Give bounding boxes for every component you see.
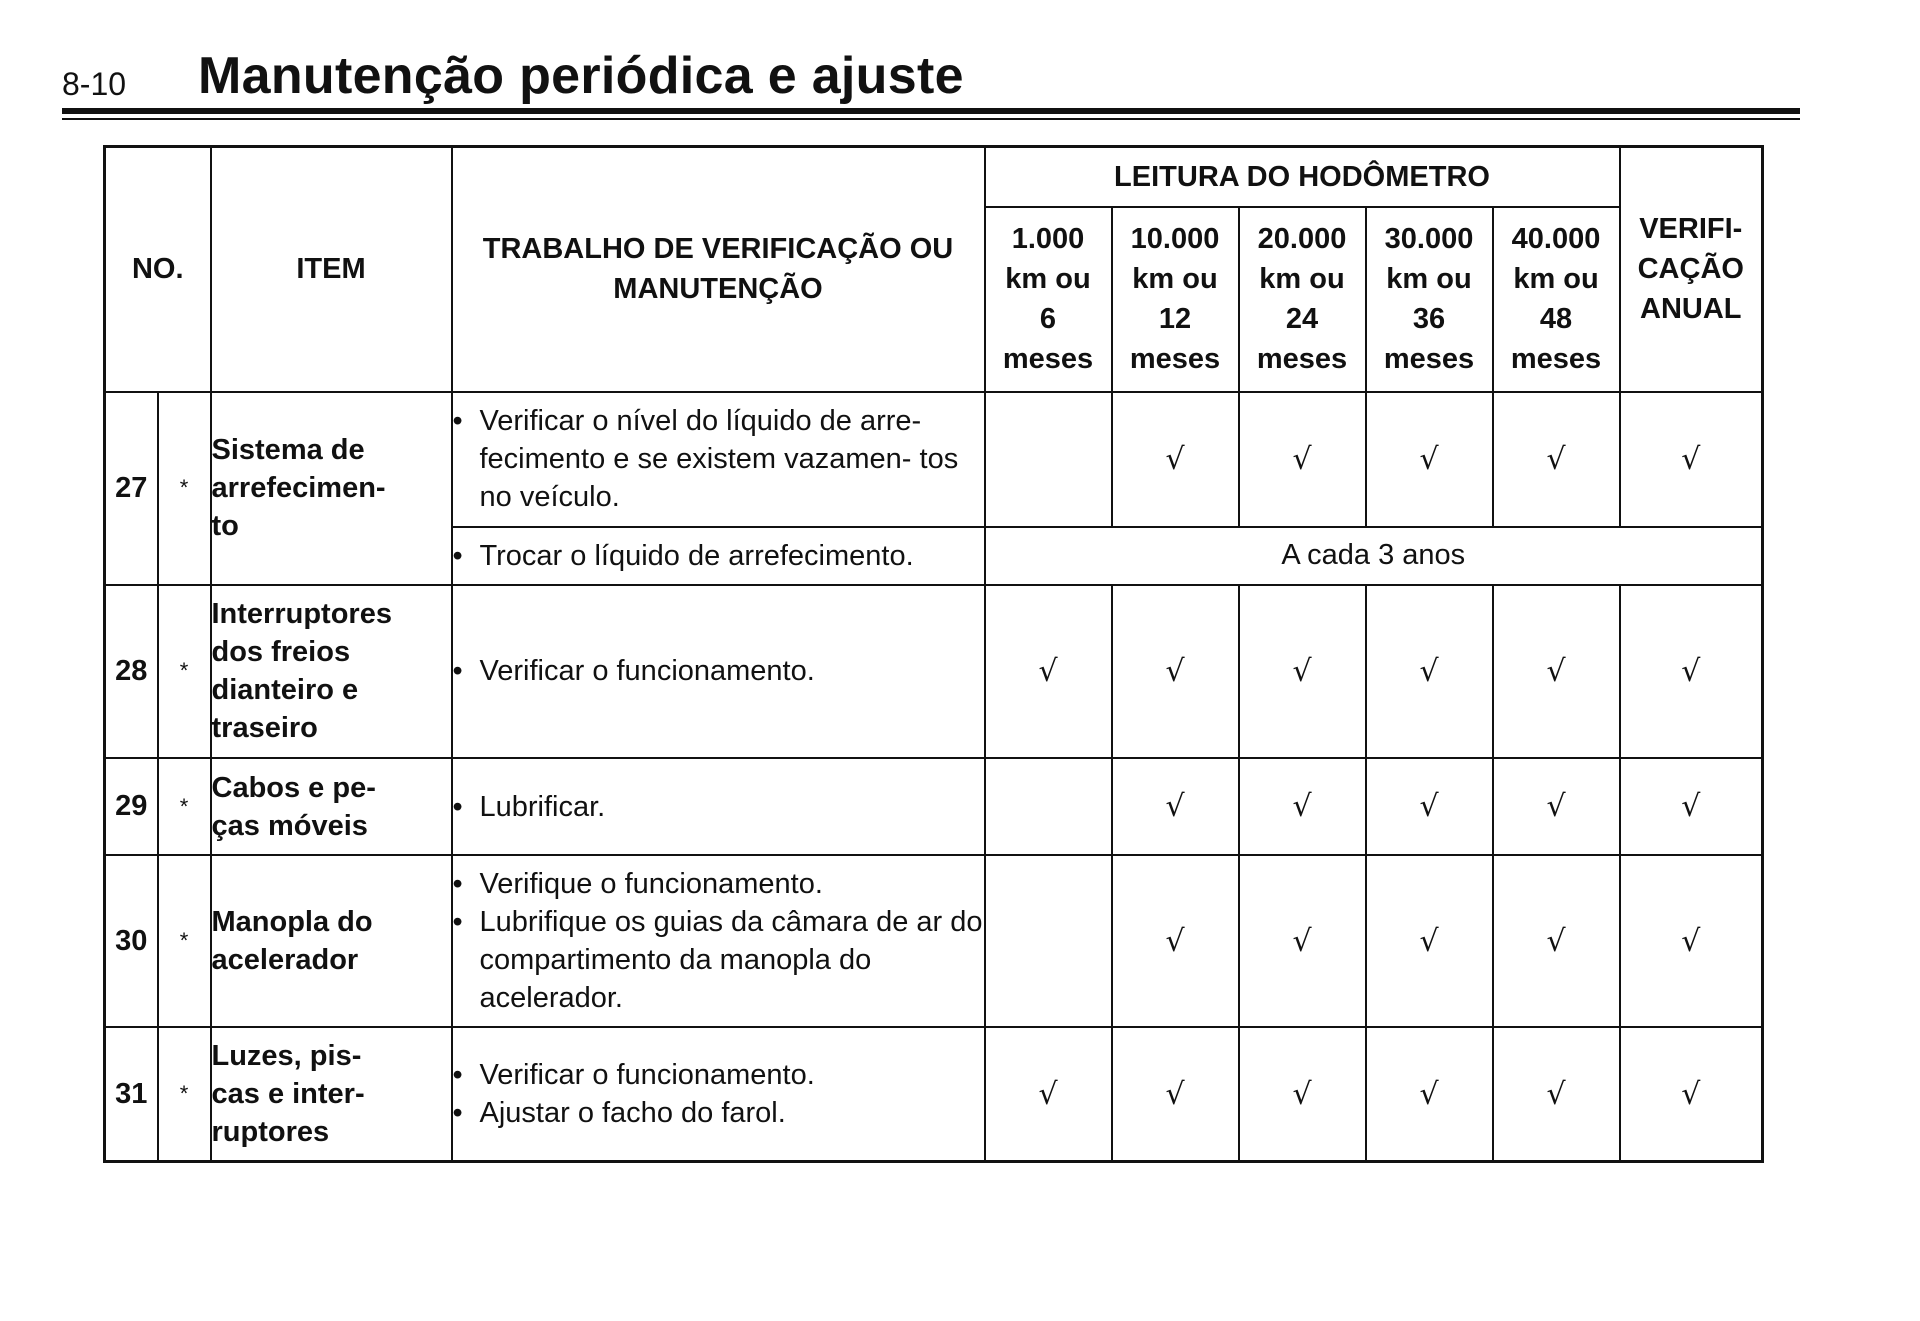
schedule-body <box>105 147 1763 1162</box>
work-cell <box>452 585 985 758</box>
odometer-col-header <box>1112 207 1239 392</box>
check-mark: √ <box>1620 855 1763 1027</box>
check-mark: √ <box>1366 585 1493 758</box>
text-line: Cabos e pe- <box>211 771 376 804</box>
item-name <box>211 1027 452 1161</box>
task-item: • Verifique o funcionamento. <box>453 865 984 903</box>
work-cell <box>452 758 985 855</box>
check-mark: √ <box>1620 392 1763 527</box>
interval-note: A cada 3 anos <box>985 527 1763 585</box>
work-cell <box>452 855 985 1027</box>
work-cell <box>452 527 985 585</box>
text-line: km ou <box>1005 263 1091 296</box>
check-mark: √ <box>1366 1027 1493 1161</box>
odometer-col-header <box>985 207 1112 392</box>
work-cell <box>452 1027 985 1161</box>
work-cell <box>452 392 985 527</box>
text-line: 40.000 <box>1511 223 1601 256</box>
text-line: 10.000 <box>1130 223 1220 256</box>
text-line: km ou <box>1259 263 1345 296</box>
text-line: Interruptores <box>211 598 392 631</box>
page-title: Manutenção periódica e ajuste <box>198 47 964 105</box>
item-name <box>211 585 452 758</box>
task-item: • Verificar o funcionamento. <box>453 1056 984 1094</box>
check-mark: √ <box>1493 585 1620 758</box>
check-mark: √ <box>1493 1027 1620 1161</box>
text-line: meses <box>1002 343 1094 376</box>
check-mark: √ <box>1366 855 1493 1027</box>
check-mark: √ <box>985 585 1112 758</box>
check-mark: √ <box>1239 758 1366 855</box>
odometer-col-header <box>1239 207 1366 392</box>
row-marker: * <box>158 1027 211 1161</box>
check-mark: √ <box>1493 392 1620 527</box>
task-item: • Lubrificar. <box>453 788 984 826</box>
text-line: 30.000 <box>1384 223 1474 256</box>
check-mark: √ <box>985 1027 1112 1161</box>
check-mark: √ <box>1493 758 1620 855</box>
data-row <box>105 758 1763 855</box>
task-list <box>453 402 984 516</box>
text-line: ruptores <box>211 1116 330 1149</box>
check-mark: √ <box>1239 855 1366 1027</box>
text-line: dianteiro e <box>211 674 359 707</box>
text-line: km ou <box>1132 263 1218 296</box>
text-line: traseiro <box>211 712 318 745</box>
text-line: meses <box>1510 343 1602 376</box>
item-name <box>211 392 452 585</box>
row-number: 29 <box>105 758 158 855</box>
annual-line: ANUAL <box>1640 293 1742 326</box>
row-number: 30 <box>105 855 158 1027</box>
check-mark: √ <box>1366 392 1493 527</box>
text-line: to <box>211 510 239 543</box>
task-item: • Ajustar o facho do farol. <box>453 1094 984 1132</box>
check-mark: √ <box>1620 758 1763 855</box>
data-row <box>105 392 1763 527</box>
row-marker: * <box>158 585 211 758</box>
check-mark: √ <box>1112 392 1239 527</box>
task-item: • Verificar o funcionamento. <box>453 652 984 690</box>
row-number: 28 <box>105 585 158 758</box>
item-name <box>211 855 452 1027</box>
col-work-header: TRABALHO DE VERIFICAÇÃO OU MANUTENÇÃO <box>452 147 985 392</box>
check-mark: √ <box>1620 1027 1763 1161</box>
text-line: arrefecimen- <box>211 472 386 505</box>
text-line: Manopla do <box>211 906 373 939</box>
empty-cell <box>985 855 1112 1027</box>
check-mark: √ <box>1239 585 1366 758</box>
text-line: 36 <box>1412 303 1446 336</box>
data-row <box>105 585 1763 758</box>
check-mark: √ <box>1112 585 1239 758</box>
col-annual-header <box>1620 147 1763 392</box>
text-line: km ou <box>1513 263 1599 296</box>
empty-cell <box>985 392 1112 527</box>
row-marker: * <box>158 392 211 585</box>
text-line: 6 <box>1039 303 1057 336</box>
check-mark: √ <box>1239 1027 1366 1161</box>
text-line: dos freios <box>211 636 351 669</box>
maintenance-schedule-table <box>103 145 1764 1163</box>
annual-line: VERIFI- <box>1639 213 1743 246</box>
task-list <box>453 865 984 1017</box>
check-mark: √ <box>1112 1027 1239 1161</box>
text-line: meses <box>1129 343 1221 376</box>
col-item-header: ITEM <box>211 147 452 392</box>
task-list <box>453 788 984 826</box>
empty-cell <box>985 758 1112 855</box>
odometer-col-header <box>1493 207 1620 392</box>
row-marker: * <box>158 855 211 1027</box>
check-mark: √ <box>1112 758 1239 855</box>
row-number: 27 <box>105 392 158 585</box>
task-list <box>453 652 984 690</box>
text-line: Sistema de <box>211 434 365 467</box>
col-no-header: NO. <box>105 147 211 392</box>
task-list <box>453 537 984 575</box>
data-row <box>105 855 1763 1027</box>
text-line: km ou <box>1386 263 1472 296</box>
text-line: cas e inter- <box>211 1078 365 1111</box>
annual-line: CAÇÃO <box>1637 253 1744 286</box>
text-line: Luzes, pis- <box>211 1040 362 1073</box>
task-item: • Lubrifique os guias da câmara de ar do compartimento da manopla do acelerador. <box>453 903 984 1017</box>
check-mark: √ <box>1620 585 1763 758</box>
text-line: meses <box>1256 343 1348 376</box>
text-line: 48 <box>1539 303 1573 336</box>
text-line: 12 <box>1158 303 1192 336</box>
row-number: 31 <box>105 1027 158 1161</box>
task-item: • Verificar o nível do líquido de arre- fecimento e se existem vazamen- tos no veículo. <box>453 402 984 516</box>
page-number: 8-10 <box>62 66 127 102</box>
item-name <box>211 758 452 855</box>
text-line: 24 <box>1285 303 1319 336</box>
row-marker: * <box>158 758 211 855</box>
text-line: ças móveis <box>211 809 368 842</box>
task-item: • Trocar o líquido de arrefecimento. <box>453 537 984 575</box>
check-mark: √ <box>1239 392 1366 527</box>
data-row <box>105 1027 1763 1161</box>
text-line: acelerador <box>211 944 359 977</box>
odometer-col-header <box>1366 207 1493 392</box>
header-row-1 <box>105 147 1763 207</box>
header-rule-thin <box>62 118 1800 120</box>
check-mark: √ <box>1112 855 1239 1027</box>
header-rule <box>62 108 1800 114</box>
check-mark: √ <box>1493 855 1620 1027</box>
odometer-group-header: LEITURA DO HODÔMETRO <box>985 147 1620 207</box>
check-mark: √ <box>1366 758 1493 855</box>
task-list <box>453 1056 984 1132</box>
text-line: meses <box>1383 343 1475 376</box>
text-line: 1.000 <box>1011 223 1085 256</box>
text-line: 20.000 <box>1257 223 1347 256</box>
